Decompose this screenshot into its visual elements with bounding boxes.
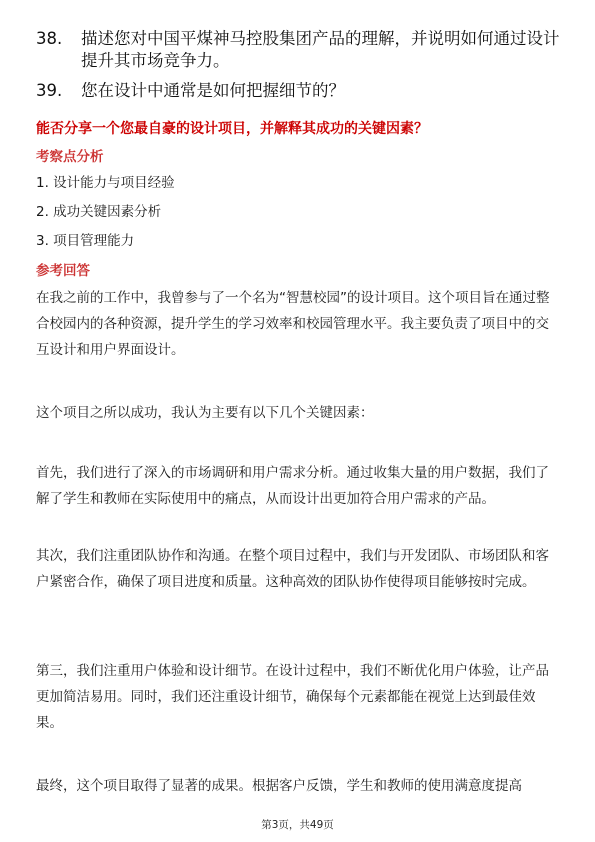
answer-paragraph: 其次，我们注重团队协作和沟通。在整个项目过程中，我们与开发团队、市场团队和客户紧密合作，确保了项目进度和质量。这种高效的团队协作使得项目能够按时完成。 [36, 548, 549, 590]
answer-paragraph: 这个项目之所以成功，我认为主要有以下几个关键因素： [36, 405, 374, 421]
answer-paragraph: 第三，我们注重用户体验和设计细节。在设计过程中，我们不断优化用户体验，让产品更加简洁易用。同时，我们还注重设计细节，确保每个元素都能在视觉上达到最佳效果。 [36, 663, 549, 731]
answer-paragraph: 首先，我们进行了深入的市场调研和用户需求分析。通过收集大量的用户数据，我们了解了学生和教师在实际使用中的痛点，从而设计出更加符合用户需求的产品。 [36, 465, 549, 507]
answer-paragraph: 最终，这个项目取得了显著的成果。根据客户反馈，学生和教师的使用满意度提高 [36, 778, 522, 794]
analysis-item: 1. 设计能力与项目经验 [36, 175, 175, 191]
answer-title: 参考回答 [36, 263, 90, 279]
page-footer: 第3页，共49页 [261, 819, 334, 831]
question-number: 39. [36, 81, 63, 100]
question-number: 38. [36, 29, 63, 48]
answer-paragraph: 在我之前的工作中，我曾参与了一个名为“智慧校园”的设计项目。这个项目旨在通过整合校园内的各种资源，提升学生的学习效率和校园管理水平。我主要负责了项目中的交互设计和用户界面设计。 [36, 290, 550, 358]
question-text: 描述您对中国平煤神马控股集团产品的理解，并说明如何通过设计提升其市场竞争力。 [81, 29, 560, 70]
question-text: 您在设计中通常是如何把握细节的？ [81, 81, 345, 100]
analysis-item: 2. 成功关键因素分析 [36, 204, 162, 220]
analysis-title: 考察点分析 [36, 149, 104, 165]
question-39 [36, 80, 566, 102]
highlight-question: 能否分享一个您最自豪的设计项目，并解释其成功的关键因素？ [36, 121, 428, 137]
question-38 [36, 28, 566, 72]
analysis-item: 3. 项目管理能力 [36, 233, 135, 249]
